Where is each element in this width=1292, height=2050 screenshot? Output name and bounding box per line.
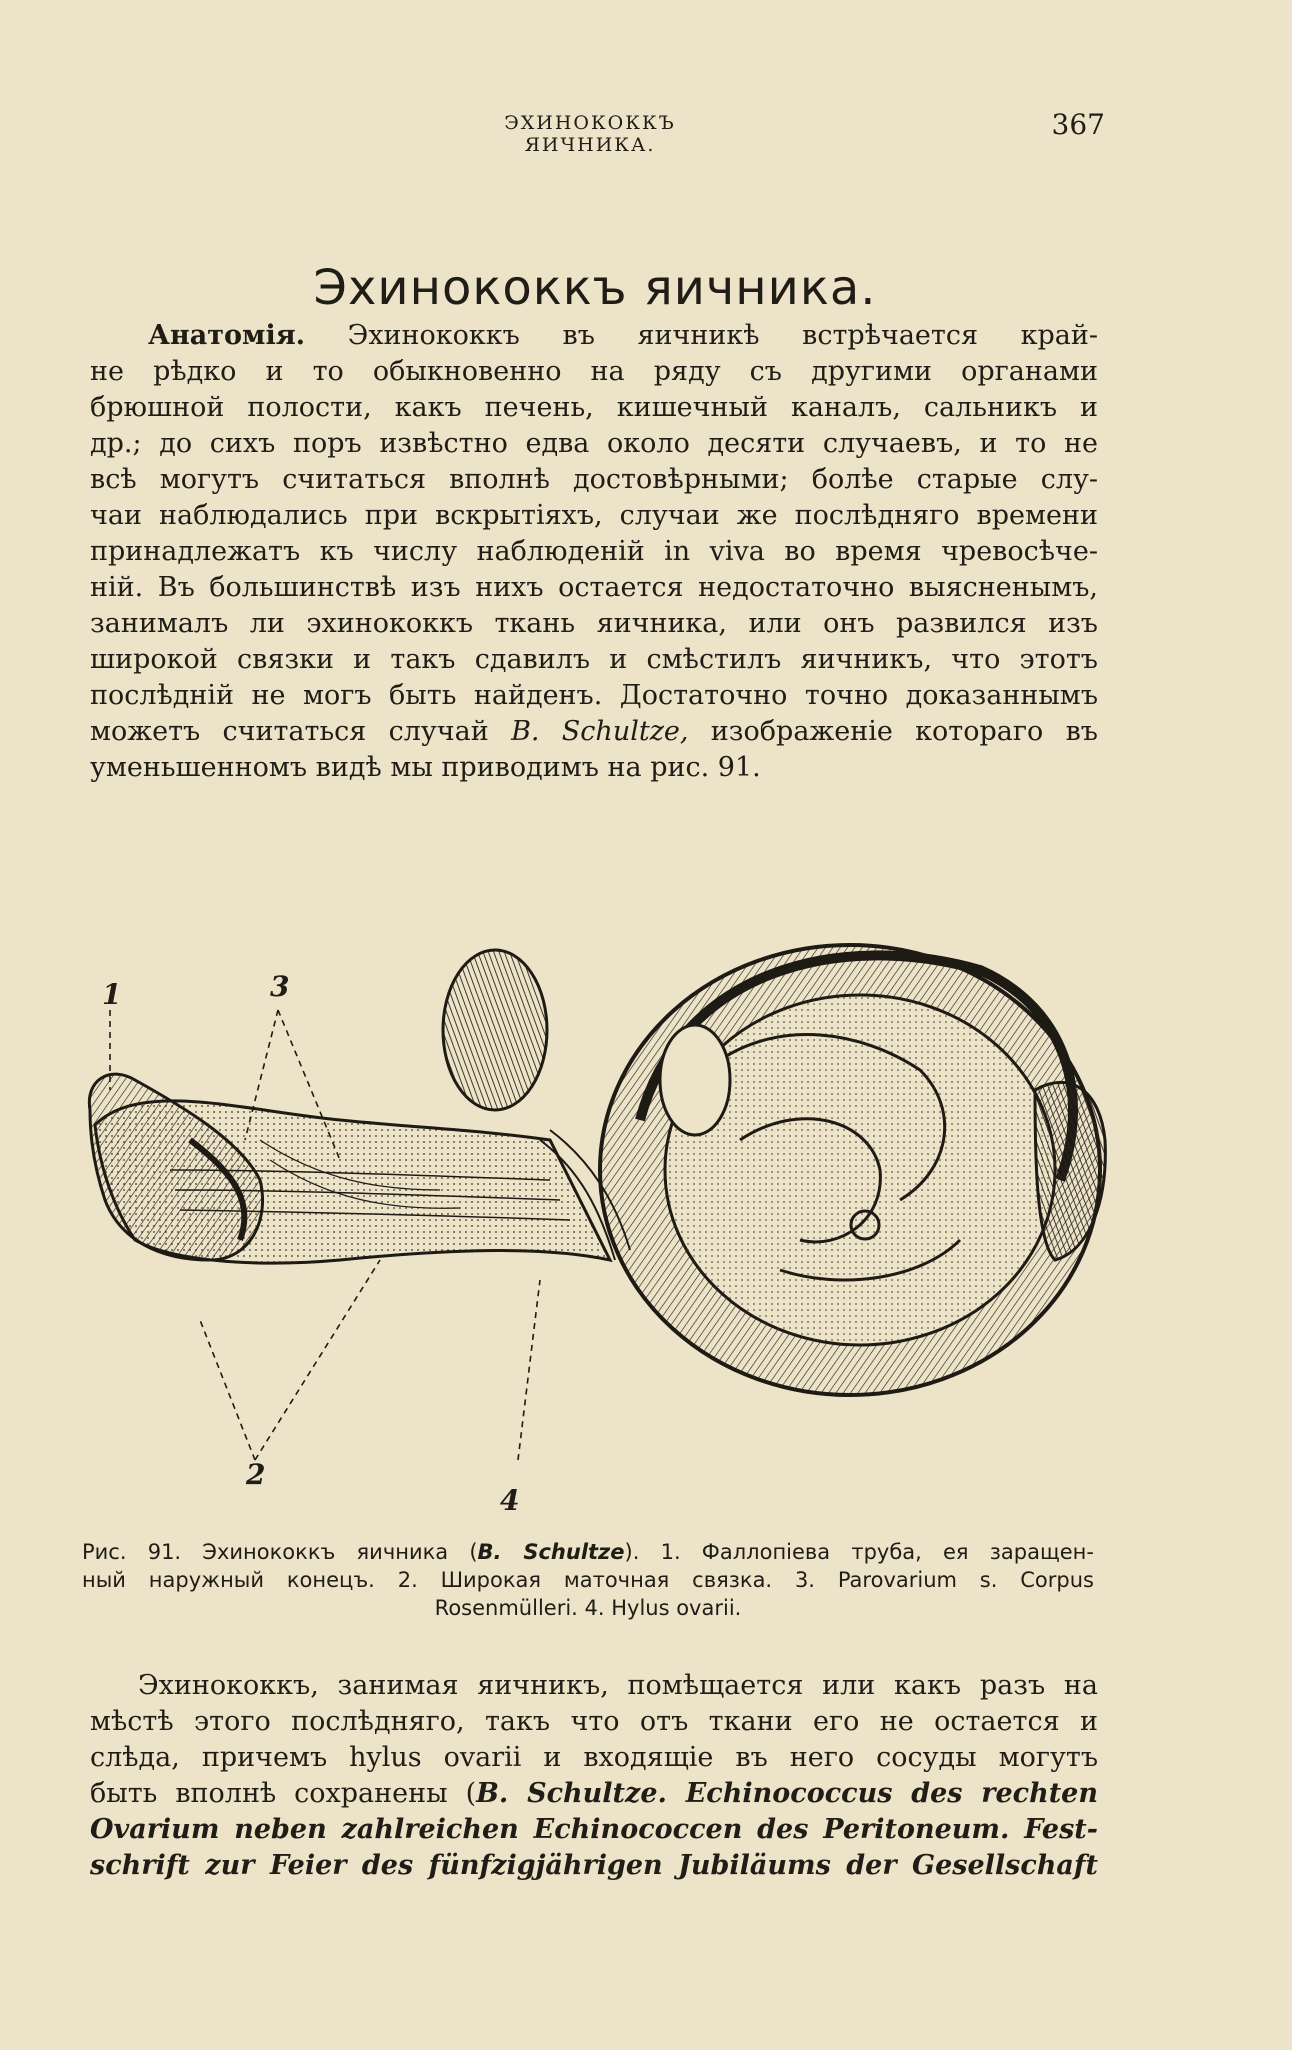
- text-line: уменьшенномъ видѣ мы приводимъ на рис. 91.: [90, 752, 761, 783]
- text-line: принадлежатъ къ числу наблюденій in viva во время чревосѣче-: [90, 536, 1098, 567]
- figure-label-1: 1: [102, 978, 122, 1011]
- echinococcus-ovary-drawing: [80, 840, 1110, 1520]
- author-citation: B. Schultze,: [511, 716, 689, 747]
- text-line: мѣстѣ этого послѣдняго, такъ что отъ ткани его не остается и: [90, 1706, 1098, 1737]
- text-line: др.; до сихъ поръ извѣстно едва около десяти случаевъ, и то не: [90, 428, 1098, 459]
- text-line: брюшной полости, какъ печень, кишечный каналъ, сальникъ и: [90, 392, 1098, 423]
- text-line: Ovarium neben zahlreichen Echinococcen des Peritoneum. Fest-: [90, 1814, 1098, 1845]
- bibliographic-citation: B. Schultze. Echinococcus des rechten: [476, 1778, 1098, 1809]
- section-lead: Анатомія.: [148, 320, 306, 351]
- figure-91-illustration: [80, 840, 1110, 1520]
- right-cap: [1035, 1082, 1105, 1260]
- text-line: занималъ ли эхинококкъ ткань яичника, или онъ развился изъ: [90, 608, 1098, 639]
- caption-line: Рис. 91. Эхинококкъ яичника (B. Schultze). 1. Фаллопіева труба, ея заращен-: [82, 1540, 1094, 1564]
- text-line: слѣда, причемъ hylus ovarii и входящіе въ него сосуды могутъ: [90, 1742, 1098, 1773]
- running-header: ЭХИНОКОККЪ ЯИЧНИКА.: [504, 112, 676, 156]
- parovarium-lobe: [443, 950, 547, 1110]
- cyst-location-paragraph: [90, 1668, 1098, 1884]
- text-line: быть вполнѣ сохранены (B. Schultze. Echinococcus des rechten: [90, 1778, 1098, 1809]
- caption-line: Rosenmülleri. 4. Hylus ovarii.: [434, 1596, 742, 1620]
- text-line: можетъ считаться случай B. Schultze, изображеніе котораго въ: [90, 716, 1098, 747]
- text-line: schrift zur Feier des fünfzigjährigen Jubiläums der Gesellschaft: [90, 1850, 1098, 1881]
- figure-caption: [82, 1538, 1094, 1622]
- text-line: Эхинококкъ, занимая яичникъ, помѣщается или какъ разъ на: [138, 1670, 1098, 1701]
- text-line: не рѣдко и то обыкновенно на ряду съ другими органами: [90, 356, 1098, 387]
- text-line: Анатомія. Эхинококкъ въ яичникѣ встрѣчается край-: [148, 320, 1098, 351]
- figure-label-2: 2: [246, 1458, 266, 1491]
- page-number: 367: [1051, 108, 1105, 141]
- anatomy-paragraph: [90, 318, 1098, 786]
- text-line: ній. Въ большинствѣ изъ нихъ остается недостаточно выясненымъ,: [90, 572, 1098, 603]
- figure-label-4: 4: [500, 1484, 520, 1517]
- text-line: всѣ могутъ считаться вполнѣ достовѣрными; болѣе старые слу-: [90, 464, 1098, 495]
- text-line: широкой связки и такъ сдавилъ и смѣстилъ яичникъ, что этотъ: [90, 644, 1098, 675]
- text-line: чаи наблюдались при вскрытіяхъ, случаи же послѣдняго времени: [90, 500, 1098, 531]
- text-line: послѣдній не могъ быть найденъ. Достаточно точно доказаннымъ: [90, 680, 1098, 711]
- chapter-title: Эхинококкъ яичника.: [313, 260, 877, 317]
- caption-line: ный наружный конецъ. 2. Широкая маточная связка. 3. Parovarium s. Corpus: [82, 1568, 1094, 1592]
- figure-label-3: 3: [270, 970, 290, 1003]
